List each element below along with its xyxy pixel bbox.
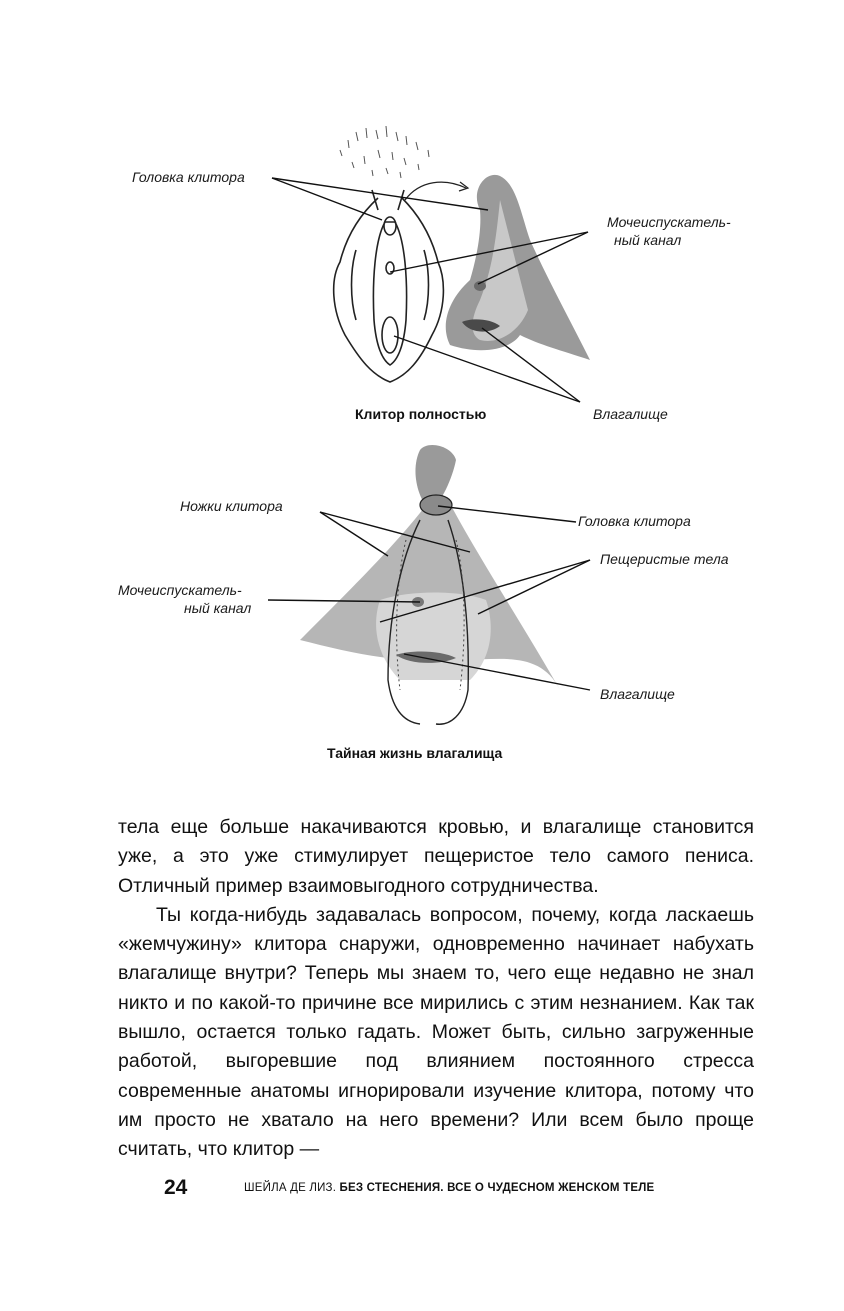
label-vagina-1: Влагалище (593, 406, 668, 422)
footer-author: ШЕЙЛА ДЕ ЛИЗ. (244, 1182, 337, 1194)
page-number: 24 (164, 1176, 188, 1199)
internal-structure-drawing (300, 445, 560, 724)
label-urethra-2-line2: ный канал (184, 600, 252, 616)
label-glans-2: Головка клитора (578, 513, 691, 529)
label-urethra-1-line1: Мочеиспускатель- (607, 214, 731, 230)
figure-2-caption: Тайная жизнь влагалища (327, 745, 503, 761)
footer-book-title: БЕЗ СТЕСНЕНИЯ. ВСЕ О ЧУДЕСНОМ ЖЕНСКОМ ТЕЛЕ (339, 1182, 655, 1194)
label-urethra-2-line1: Мочеиспускатель- (118, 582, 242, 598)
label-glans-1: Головка клитора (132, 169, 245, 185)
label-urethra-1-line2: ный канал (614, 232, 682, 248)
paragraph-1: тела еще больше накачиваются кровью, и влагалище становится уже, а это уже стимулирует пещеристое тело самого пениса. Отличный пример взаимовыгодного сотрудничества. (118, 816, 754, 897)
body-text (118, 813, 754, 1165)
figure-1-caption: Клитор полностью (355, 406, 487, 422)
label-cavernous: Пещеристые тела (600, 551, 729, 567)
running-footer (244, 1182, 654, 1194)
paragraph-2: Ты когда-нибудь задавалась вопросом, почему, когда ласкаешь «жемчужину» клитора снаружи, одновременно начинает набухать влагалище внутри? Теперь мы знаем то, чего еще недавно не знал никто и по какой-то причине все мирились с этим незнанием. Как так вышло, остается только гадать. Может быть, сильно загруженные работой, выгоревшие под влиянием постоянного стресса современные анатомы игнорировали изучение клитора, потому что им просто не хватало на него времени? Или всем было проще считать, что клитор — (118, 903, 754, 1161)
label-vagina-2: Влагалище (600, 686, 675, 702)
label-crura: Ножки клитора (180, 498, 283, 514)
